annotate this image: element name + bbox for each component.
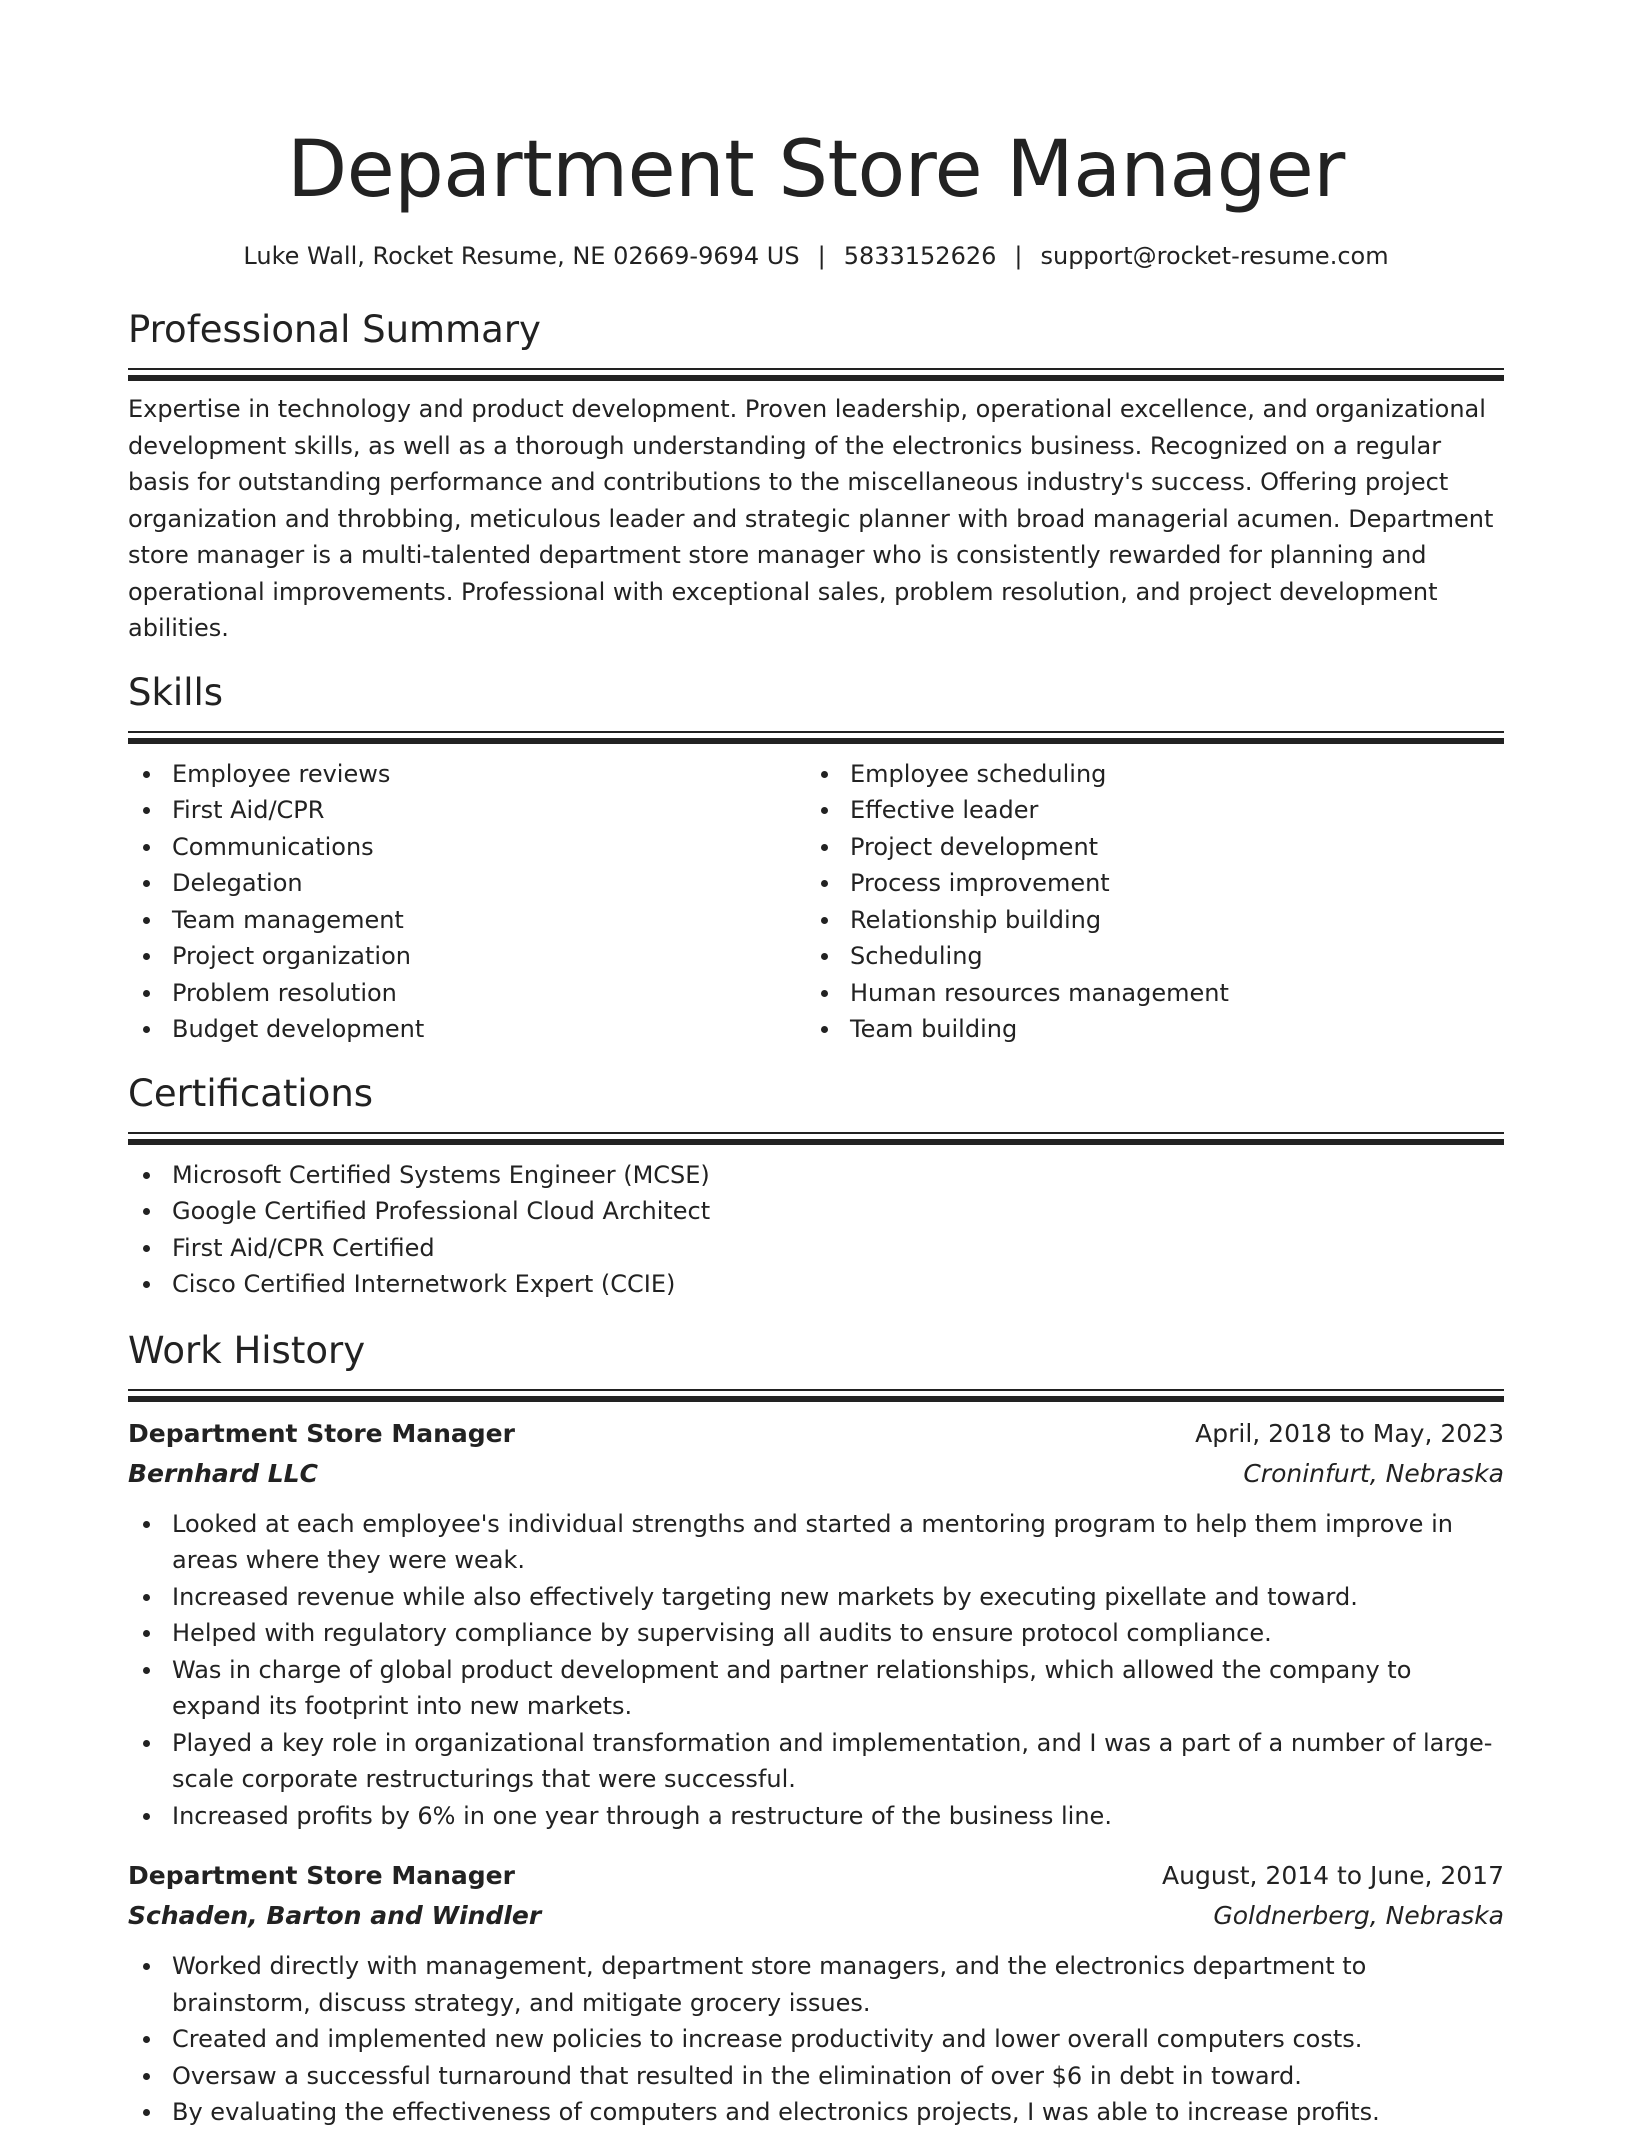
section-rule-thick bbox=[128, 375, 1504, 381]
contact-email: support@rocket-resume.com bbox=[1040, 242, 1389, 270]
job-company-row bbox=[128, 1454, 1504, 1494]
resume-page bbox=[128, 0, 1504, 2131]
section-title-summary: Professional Summary bbox=[128, 308, 541, 351]
skills-columns bbox=[128, 756, 1504, 1048]
contact-separator: | bbox=[1014, 242, 1023, 270]
skills-list-right bbox=[806, 756, 1484, 1048]
job-dates: August, 2014 to June, 2017 bbox=[1162, 1861, 1504, 1890]
certification-item: Google Certified Professional Cloud Architect bbox=[128, 1193, 1504, 1230]
job-bullets bbox=[128, 1506, 1504, 1835]
section-rule-thick bbox=[128, 738, 1504, 744]
job-bullet: Increased profits by 6% in one year through a restructure of the business line. bbox=[128, 1798, 1504, 1835]
job-bullet: Worked directly with management, department store managers, and the electronics department to brainstorm, discuss strategy, and mitigate grocery issues. bbox=[128, 1948, 1504, 2021]
skill-item: Project development bbox=[806, 829, 1484, 866]
job-entry bbox=[128, 1856, 1504, 2131]
skill-item: First Aid/CPR bbox=[128, 792, 806, 829]
job-bullet: Helped with regulatory compliance by supervising all audits to ensure protocol compliance. bbox=[128, 1615, 1504, 1652]
section-rule-thin bbox=[128, 731, 1504, 733]
job-title: Department Store Manager bbox=[128, 1418, 515, 1448]
job-bullet: Created and implemented new policies to increase productivity and lower overall computers costs. bbox=[128, 2021, 1504, 2058]
section-title-work-history: Work History bbox=[128, 1328, 366, 1372]
contact-separator: | bbox=[817, 242, 826, 270]
document-title: Department Store Manager bbox=[287, 125, 1345, 215]
job-dates: April, 2018 to May, 2023 bbox=[1195, 1418, 1504, 1448]
summary-text: Expertise in technology and product development. Proven leadership, operational excellence, and organizational development skills, as well as a thorough understanding of the electronics business. Recognized on a regular basis for outstanding performance and contributions to the miscellaneous industry's success. Offering project organization and throbbing, meticulous leader and strategic planner with broad managerial acumen. Department store manager is a multi-talented department store manager who is consistently rewarded for planning and operational improvements. Professional with exceptional sales, problem resolution, and project development abilities. bbox=[128, 395, 1494, 642]
job-title: Department Store Manager bbox=[128, 1861, 515, 1890]
job-location: Goldnerberg, Nebraska bbox=[1213, 1901, 1504, 1930]
job-location: Croninfurt, Nebraska bbox=[1243, 1458, 1504, 1488]
job-company: Schaden, Barton and Windler bbox=[128, 1901, 542, 1930]
skills-section bbox=[128, 669, 1504, 1048]
job-bullets bbox=[128, 1948, 1504, 2131]
certification-item: First Aid/CPR Certified bbox=[128, 1230, 1504, 1267]
skill-item: Problem resolution bbox=[128, 975, 806, 1012]
section-rule-thin bbox=[128, 368, 1504, 370]
job-company-row bbox=[128, 1896, 1504, 1936]
contact-phone: 5833152626 bbox=[843, 242, 997, 270]
job-bullet: Played a key role in organizational transformation and implementation, and I was a part of a number of large-scale corporate restructurings that were successful. bbox=[128, 1725, 1504, 1798]
skill-item: Project organization bbox=[128, 938, 806, 975]
job-bullet: Increased revenue while also effectively targeting new markets by executing pixellate and toward. bbox=[128, 1579, 1504, 1616]
skill-item: Delegation bbox=[128, 865, 806, 902]
summary-section bbox=[128, 306, 1504, 647]
skills-list-left bbox=[128, 756, 806, 1048]
job-bullet: Looked at each employee's individual strengths and started a mentoring program to help them improve in areas where they were weak. bbox=[128, 1506, 1504, 1579]
skill-item: Relationship building bbox=[806, 902, 1484, 939]
skill-item: Human resources management bbox=[806, 975, 1484, 1012]
section-title-skills: Skills bbox=[128, 670, 224, 714]
skill-item: Effective leader bbox=[806, 792, 1484, 829]
section-rule-thick bbox=[128, 1396, 1504, 1402]
section-title-certifications: Certifications bbox=[128, 1071, 374, 1115]
contact-line bbox=[128, 238, 1504, 274]
certification-item: Cisco Certified Internetwork Expert (CCIE) bbox=[128, 1266, 1504, 1303]
section-rule-thin bbox=[128, 1132, 1504, 1134]
job-header-row bbox=[128, 1414, 1504, 1454]
section-rule-thin bbox=[128, 1389, 1504, 1391]
skill-item: Team building bbox=[806, 1011, 1484, 1048]
job-company: Bernhard LLC bbox=[128, 1458, 318, 1488]
skill-item: Scheduling bbox=[806, 938, 1484, 975]
certifications-list bbox=[128, 1157, 1504, 1303]
certification-item: Microsoft Certified Systems Engineer (MCSE) bbox=[128, 1157, 1504, 1194]
skill-item: Process improvement bbox=[806, 865, 1484, 902]
job-header-row bbox=[128, 1856, 1504, 1896]
work-history-section bbox=[128, 1327, 1504, 2131]
skill-item: Team management bbox=[128, 902, 806, 939]
job-bullet: By evaluating the effectiveness of computers and electronics projects, I was able to increase profits. bbox=[128, 2094, 1504, 2131]
certifications-section bbox=[128, 1070, 1504, 1303]
contact-address: Luke Wall, Rocket Resume, NE 02669-9694 US bbox=[243, 242, 800, 270]
section-rule-thick bbox=[128, 1139, 1504, 1145]
job-entry bbox=[128, 1414, 1504, 1835]
skill-item: Employee reviews bbox=[128, 756, 806, 793]
skill-item: Communications bbox=[128, 829, 806, 866]
skill-item: Budget development bbox=[128, 1011, 806, 1048]
job-bullet: Oversaw a successful turnaround that resulted in the elimination of over $6 in debt in toward. bbox=[128, 2058, 1504, 2095]
skill-item: Employee scheduling bbox=[806, 756, 1484, 793]
job-bullet: Was in charge of global product development and partner relationships, which allowed the company to expand its footprint into new markets. bbox=[128, 1652, 1504, 1725]
